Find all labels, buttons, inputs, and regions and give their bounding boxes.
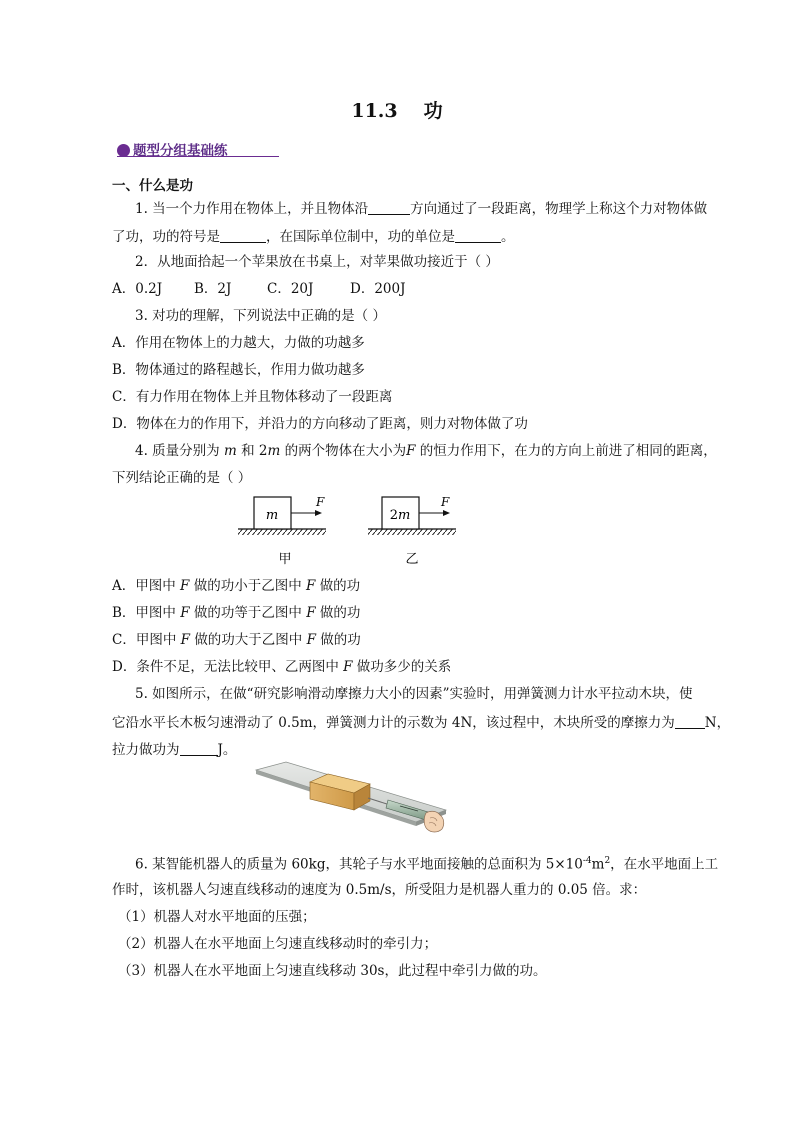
- q6-sub-1: （1）机器人对水平地面的压强；: [118, 909, 316, 925]
- left-ground-hatch: [238, 529, 326, 535]
- q4d-F1: F: [343, 659, 353, 675]
- heading-what-is-work: 一、什么是功: [112, 178, 193, 194]
- q4b-mid: 做的功等于乙图中: [193, 605, 302, 621]
- q2-stem: 2．从地面拾起一个苹果放在书桌上，对苹果做功接近于（ ）: [135, 254, 499, 270]
- q4a-pre: A．甲图中: [112, 578, 176, 594]
- right-ground-hatch: [368, 529, 456, 535]
- q4-text-c: 的两个物体在大小为: [284, 443, 407, 459]
- q6-unit-m: m: [591, 856, 605, 873]
- q4-option-c[interactable]: [112, 634, 361, 648]
- q4c-post: 做的功: [320, 632, 361, 648]
- section-tag-label: 题型分组基础练: [133, 143, 228, 159]
- q5-line2: [112, 715, 730, 731]
- q1-blank-symbol[interactable]: [220, 229, 266, 243]
- q3-option-a[interactable]: A．作用在物体上的力越大，力做的功越多: [112, 335, 365, 351]
- q4d-pre: D．条件不足，无法比较甲、乙两图中: [112, 659, 339, 675]
- page-title: [0, 96, 794, 123]
- q4b-post: 做的功: [319, 605, 361, 621]
- q1-blank-direction[interactable]: [368, 201, 410, 215]
- q4b-F1: F: [180, 605, 190, 621]
- q1-line2: [112, 229, 515, 245]
- q6-text-a: 6. 某智能机器人的质量为 60kg，其轮子与水平地面接触的总面积为 5×10: [135, 856, 583, 873]
- section-underline: [117, 156, 279, 157]
- q4-text-b: 和 2: [241, 443, 268, 459]
- q1-text-a: 1. 当一个力作用在物体上，并且物体沿: [135, 201, 369, 217]
- q1-text-c: 了功，功的符号是: [112, 229, 220, 245]
- left-caption: 甲: [278, 552, 292, 567]
- q4-option-a[interactable]: [112, 580, 360, 594]
- q4-var-F: F: [406, 443, 416, 459]
- left-arrowhead-icon: [315, 510, 322, 516]
- q4c-F2: F: [306, 632, 316, 648]
- q1-blank-unit[interactable]: [455, 229, 501, 243]
- q5-text-b: N，: [704, 715, 731, 731]
- q5-blank-work[interactable]: [180, 742, 218, 756]
- q6-text-c: ，在水平地面上工: [610, 856, 719, 873]
- q5-text-a: 它沿水平长木板匀速滑动了 0.5m，弹簧测力计的示数为 4N，该过程中，木块所受的摩擦力为: [112, 715, 675, 731]
- q1-text-e: 。: [501, 229, 515, 245]
- q6-exponent-2: 2: [604, 856, 611, 866]
- q4-option-d[interactable]: [112, 661, 451, 675]
- q4c-F1: F: [180, 632, 191, 648]
- q2-option-c[interactable]: C．20J: [267, 281, 314, 297]
- left-block-label: m: [265, 508, 279, 523]
- title-word: 功: [423, 100, 443, 122]
- q4-line2: 下列结论正确的是（ ）: [112, 470, 252, 486]
- q2-option-b[interactable]: B．2J: [194, 281, 232, 297]
- q1-text-b: 方向通过了一段距离，物理学上称这个力对物体做: [410, 201, 708, 217]
- q4-option-b[interactable]: [112, 607, 360, 621]
- q5-text-d: J。: [217, 742, 237, 758]
- left-force-label: F: [316, 495, 325, 509]
- right-arrowhead-icon: [443, 510, 450, 516]
- q1-text-d: ，在国际单位制中，功的单位是: [266, 229, 455, 245]
- q6-line1: [135, 857, 718, 872]
- q3-option-b[interactable]: B．物体通过的路程越长，作用力做功越多: [112, 362, 365, 378]
- right-block-label: 2m: [389, 508, 411, 523]
- q5-blank-friction[interactable]: [675, 715, 705, 729]
- q3-option-d[interactable]: D．物体在力的作用下，并沿力的方向移动了距离，则力对物体做了功: [112, 416, 528, 432]
- right-caption: 乙: [405, 552, 419, 567]
- q5-text-c: 拉力做功为: [112, 742, 180, 758]
- q4-var-m: m: [223, 443, 237, 459]
- q2-option-a[interactable]: A．0.2J: [112, 281, 163, 297]
- q4a-post: 做的功: [319, 578, 361, 594]
- q4-text-d: 的恒力作用下，在力的方向上前进了相同的距离，: [419, 443, 717, 459]
- q5-line1: 5. 如图所示，在做“研究影响滑动摩擦力大小的因素”实验时，用弹簧测力计水平拉动木块，使: [135, 686, 693, 702]
- q4b-F2: F: [306, 605, 316, 621]
- q4-text-a: 4. 质量分别为: [135, 443, 220, 459]
- q4-line1: [135, 445, 717, 459]
- q6-sub-2: （2）机器人在水平地面上匀速直线移动时的牵引力；: [118, 936, 438, 952]
- q4a-F2: F: [306, 578, 316, 594]
- q5-illustration: [250, 760, 455, 842]
- q3-option-c[interactable]: C．有力作用在物体上并且物体移动了一段距离: [112, 389, 393, 405]
- q4a-mid: 做的功小于乙图中: [193, 578, 302, 594]
- q1-line1: [135, 201, 707, 217]
- q4d-mid: 做功多少的关系: [356, 659, 452, 675]
- right-force-label: F: [441, 495, 450, 509]
- q4c-mid: 做的功大于乙图中: [194, 632, 303, 648]
- q2-option-d[interactable]: D．200J: [350, 281, 406, 297]
- q6-exponent-1: -4: [582, 856, 592, 866]
- q4a-F1: F: [180, 578, 190, 594]
- q5-line3: [112, 742, 236, 758]
- q6-line2: 作时，该机器人匀速直线移动的速度为 0.5m/s，所受阻力是机器人重力的 0.05 倍。求：: [112, 882, 647, 898]
- q4c-pre: C．甲图中: [112, 632, 177, 648]
- title-number: 11.3: [351, 100, 398, 122]
- q3-stem: 3. 对功的理解，下列说法中正确的是（ ）: [135, 308, 386, 324]
- q4-figure: [230, 490, 470, 570]
- q4-var-m2: m: [267, 443, 281, 459]
- q6-sub-3: （3）机器人在水平地面上匀速直线移动 30s，此过程中牵引力做的功。: [118, 963, 547, 979]
- q4b-pre: B．甲图中: [112, 605, 176, 621]
